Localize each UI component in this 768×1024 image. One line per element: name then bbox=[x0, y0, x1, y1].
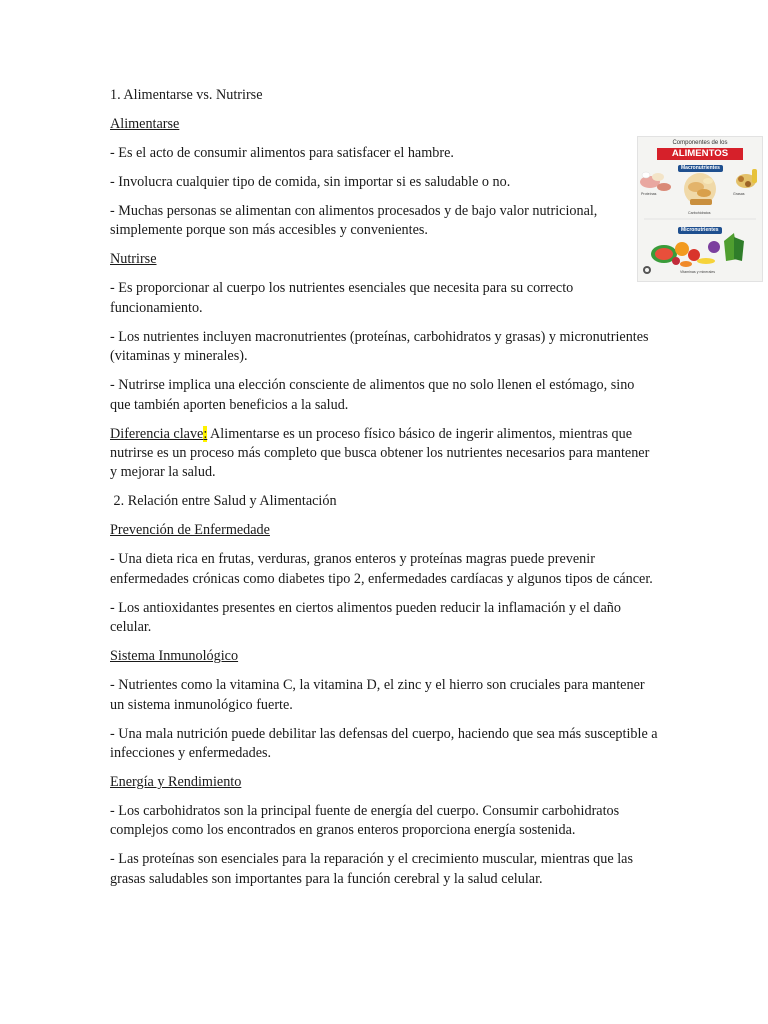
paragraph: - Nutrirse implica una elección consciente de alimentos que no solo llenen el estómago, sino que también aporten beneficios a la salud. bbox=[110, 377, 635, 413]
paragraph: - Los antioxidantes presentes en ciertos alimentos pueden reducir la inflamación y el daño celular. bbox=[110, 599, 621, 636]
section-title-prevencion bbox=[110, 521, 658, 540]
section-title-alimentarse bbox=[110, 115, 658, 134]
section-title-energia bbox=[110, 773, 658, 792]
paragraph: - Involucra cualquier tipo de comida, sin importar si es saludable o no. bbox=[110, 174, 511, 190]
paragraph: - Una dieta rica en frutas, verduras, granos enteros y proteínas magras puede prevenir enfermedades crónicas como diabetes tipo 2, enfermedades cardíacas y algunos tipos de cáncer. bbox=[110, 551, 653, 587]
nutrirse-title: Nutrirse bbox=[110, 251, 157, 268]
heading-relacion-salud: 2. Relación entre Salud y Alimentación bbox=[110, 493, 337, 510]
paragraph: - Nutrientes como la vitamina C, la vitamina D, el zinc y el hierro son cruciales para mantener un sistema inmunológico fuerte. bbox=[110, 677, 645, 713]
micronutrientes-pill: Micronutrientes bbox=[678, 227, 722, 234]
document-body bbox=[110, 86, 658, 899]
section-title-inmuno bbox=[110, 647, 658, 666]
carbohidratos-label: Carbohidratos bbox=[688, 211, 711, 215]
grasas-label: Grasas bbox=[733, 192, 745, 196]
paragraph: - Muchas personas se alimentan con alimentos procesados y de bajo valor nutricional, simplemente porque son más accesibles y convenientes. bbox=[110, 203, 598, 239]
macronutrientes-pill: Macronutrientes bbox=[678, 165, 723, 172]
vitaminas-label: Vitaminas y minerales bbox=[680, 270, 716, 274]
heading-alimentarse-vs-nutrirse: 1. Alimentarse vs. Nutrirse bbox=[110, 87, 263, 103]
section-title-nutrirse bbox=[110, 250, 658, 269]
paragraph: - Es proporcionar al cuerpo los nutrientes esenciales que necesita para su correcto funcionamiento. bbox=[110, 280, 574, 316]
proteinas-label: Proteínas bbox=[641, 192, 657, 196]
paragraph: - Una mala nutrición puede debilitar las defensas del cuerpo, haciendo que sea más susceptible a infecciones y enfermedades. bbox=[110, 725, 658, 762]
prevencion-title: Prevención de Enfermedade bbox=[110, 522, 270, 539]
infographic-title: ALIMENTOS bbox=[657, 148, 743, 160]
inmuno-title: Sistema Inmunológico bbox=[110, 648, 239, 665]
paragraph-diferencia-clave bbox=[110, 425, 658, 483]
alimentarse-title: Alimentarse bbox=[110, 116, 180, 132]
paragraph: - Es el acto de consumir alimentos para satisfacer el hambre. bbox=[110, 145, 454, 161]
energia-title: Energía y Rendimiento bbox=[110, 774, 242, 791]
paragraph: - Los nutrientes incluyen macronutrientes (proteínas, carbohidratos y grasas) y micronutrientes (vitaminas y minerales). bbox=[110, 328, 649, 365]
diferencia-text: Alimentarse es un proceso físico básico de ingerir alimentos, mientras que nutrirse es un proceso más completo que busca obtener los nutrientes necesarios para mantener y mejorar la salud. bbox=[110, 425, 650, 481]
infographic-top-label: Componentes de los bbox=[672, 140, 728, 146]
food-components-infographic bbox=[637, 136, 763, 282]
paragraph: - Los carbohidratos son la principal fuente de energía del cuerpo. Consumir carbohidratos complejos como los encontrados en granos enteros proporciona energía sostenida. bbox=[110, 803, 620, 839]
diferencia-label: Diferencia clave bbox=[110, 425, 204, 442]
paragraph: - Las proteínas son esenciales para la reparación y el crecimiento muscular, mientras que las grasas saludables son importantes para la función cerebral y la salud celular. bbox=[110, 851, 633, 887]
highlighted-colon: : bbox=[203, 425, 208, 442]
